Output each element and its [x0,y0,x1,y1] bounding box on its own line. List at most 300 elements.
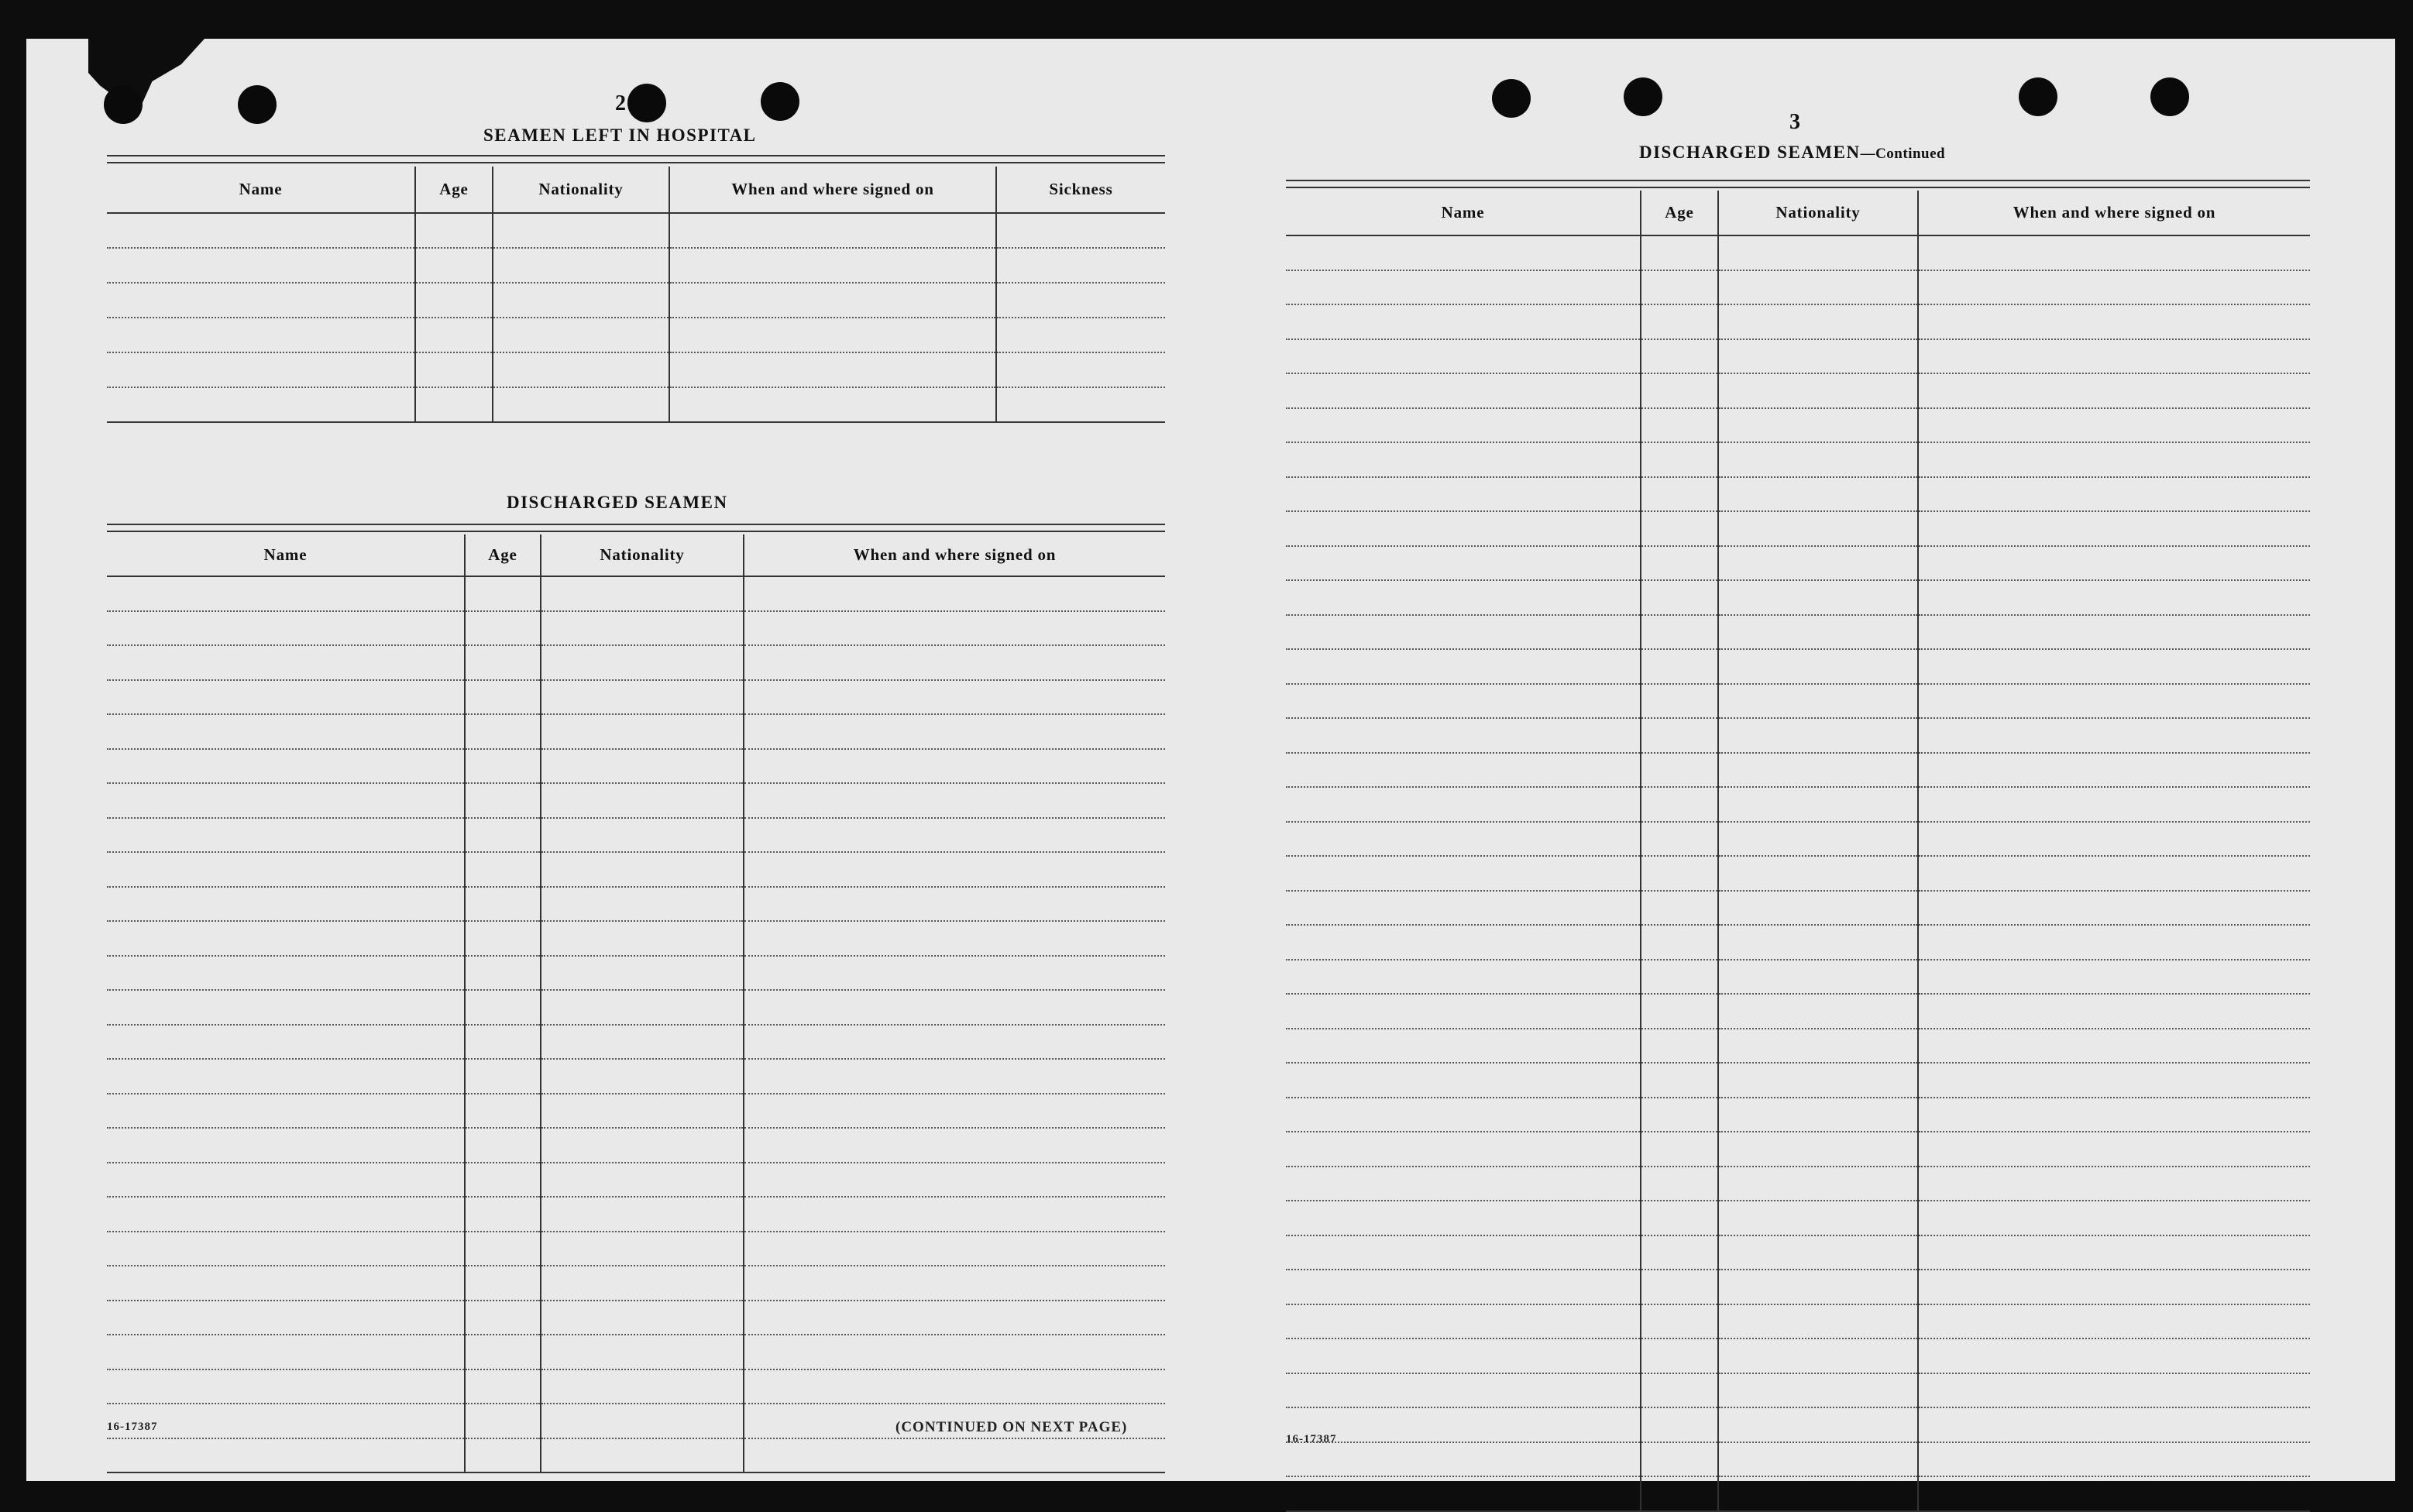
entry-cell[interactable] [1286,960,1641,995]
entry-cell[interactable] [1286,787,1641,822]
entry-cell[interactable] [1641,477,1718,512]
entry-cell[interactable] [415,352,493,387]
entry-cell[interactable] [1718,373,1918,408]
entry-cell[interactable] [415,213,493,248]
entry-cell[interactable] [1718,1373,1918,1408]
entry-cell[interactable] [1641,822,1718,857]
entry-cell[interactable] [1918,373,2310,408]
entry-cell[interactable] [1918,1201,2310,1235]
entry-cell[interactable] [465,1404,541,1438]
entry-cell[interactable] [415,387,493,422]
entry-cell[interactable] [669,283,996,318]
entry-cell[interactable] [1286,822,1641,857]
entry-cell[interactable] [744,611,1165,646]
entry-cell[interactable] [493,352,669,387]
entry-cell[interactable] [1641,580,1718,615]
entry-cell[interactable] [107,749,465,784]
entry-cell[interactable] [744,1369,1165,1404]
entry-cell[interactable] [1718,787,1918,822]
entry-cell[interactable] [996,213,1165,248]
entry-cell[interactable] [1286,304,1641,339]
entry-cell[interactable] [1641,1235,1718,1270]
entry-cell[interactable] [1718,546,1918,581]
entry-cell[interactable] [541,1163,744,1198]
table-row [107,714,1165,749]
entry-cell[interactable] [541,783,744,818]
entry-cell[interactable] [107,783,465,818]
table-row [107,990,1165,1025]
entry-cell[interactable] [1918,960,2310,995]
entry-cell[interactable] [541,1438,744,1473]
entry-cell[interactable] [1918,408,2310,443]
entry-cell[interactable] [1641,994,1718,1029]
entry-cell[interactable] [744,1094,1165,1129]
entry-cell[interactable] [541,1266,744,1301]
entry-cell[interactable] [1641,615,1718,650]
entry-cell[interactable] [744,1128,1165,1163]
entry-cell[interactable] [1286,925,1641,960]
entry-cell[interactable] [107,714,465,749]
entry-cell[interactable] [1918,1304,2310,1339]
entry-cell[interactable] [744,714,1165,749]
entry-cell[interactable] [541,887,744,922]
entry-cell[interactable] [465,1025,541,1060]
entry-cell[interactable] [1286,891,1641,926]
entry-cell[interactable] [107,680,465,715]
entry-cell[interactable] [465,956,541,991]
entry-cell[interactable] [465,645,541,680]
entry-cell[interactable] [541,576,744,611]
entry-cell[interactable] [1641,753,1718,788]
entry-cell[interactable] [1286,1476,1641,1511]
entry-cell[interactable] [107,352,415,387]
entry-cell[interactable] [1641,270,1718,305]
entry-cell[interactable] [1641,1304,1718,1339]
entry-cell[interactable] [1718,477,1918,512]
entry-cell[interactable] [1641,960,1718,995]
entry-cell[interactable] [107,387,415,422]
entry-cell[interactable] [1918,718,2310,753]
entry-cell[interactable] [1641,1029,1718,1064]
entry-cell[interactable] [1286,1167,1641,1201]
entry-cell[interactable] [107,1404,465,1438]
entry-cell[interactable] [1641,408,1718,443]
entry-cell[interactable] [1918,1442,2310,1477]
table-row [107,680,1165,715]
entry-cell[interactable] [1286,1235,1641,1270]
entry-cell[interactable] [541,1232,744,1266]
entry-cell[interactable] [541,818,744,853]
entry-cell[interactable] [1286,373,1641,408]
entry-cell[interactable] [1918,477,2310,512]
entry-cell[interactable] [541,645,744,680]
entry-cell[interactable] [1641,684,1718,719]
table-row [1286,270,2310,305]
entry-cell[interactable] [107,956,465,991]
entry-cell[interactable] [1718,1476,1918,1511]
entry-cell[interactable] [1641,718,1718,753]
entry-cell[interactable] [541,1197,744,1232]
entry-cell[interactable] [1286,1338,1641,1373]
entry-cell[interactable] [493,283,669,318]
entry-cell[interactable] [1718,1063,1918,1098]
entry-cell[interactable] [541,680,744,715]
punch-hole [2150,77,2189,116]
entry-cell[interactable] [541,1025,744,1060]
entry-cell[interactable] [541,1094,744,1129]
entry-cell[interactable] [744,818,1165,853]
entry-cell[interactable] [107,921,465,956]
entry-cell[interactable] [1641,304,1718,339]
entry-cell[interactable] [415,318,493,352]
entry-cell[interactable] [1918,1063,2310,1098]
entry-cell[interactable] [1286,615,1641,650]
entry-cell[interactable] [1286,511,1641,546]
entry-cell[interactable] [1718,1098,1918,1132]
entry-cell[interactable] [1718,580,1918,615]
table-row [107,1197,1165,1232]
entry-cell[interactable] [107,1197,465,1232]
entry-cell[interactable] [1286,270,1641,305]
entry-cell[interactable] [465,1335,541,1369]
page-number: 3 [1789,110,1800,134]
entry-cell[interactable] [744,1197,1165,1232]
entry-cell[interactable] [465,1232,541,1266]
entry-cell[interactable] [1286,1304,1641,1339]
entry-cell[interactable] [744,956,1165,991]
entry-cell[interactable] [744,1266,1165,1301]
entry-cell[interactable] [1718,891,1918,926]
table-row [1286,994,2310,1029]
entry-cell[interactable] [1718,408,1918,443]
entry-cell[interactable] [1641,1338,1718,1373]
entry-cell[interactable] [493,318,669,352]
entry-cell[interactable] [1918,339,2310,374]
entry-cell[interactable] [1286,1270,1641,1304]
entry-cell[interactable] [107,1335,465,1369]
entry-cell[interactable] [669,213,996,248]
entry-cell[interactable] [1641,1063,1718,1098]
entry-cell[interactable] [465,749,541,784]
entry-cell[interactable] [107,1163,465,1198]
entry-cell[interactable] [1641,925,1718,960]
entry-cell[interactable] [1718,1442,1918,1477]
entry-cell[interactable] [465,921,541,956]
entry-cell[interactable] [107,1232,465,1266]
entry-cell[interactable] [1641,546,1718,581]
entry-cell[interactable] [1286,442,1641,477]
entry-cell[interactable] [744,852,1165,887]
entry-cell[interactable] [669,248,996,283]
entry-cell[interactable] [107,576,465,611]
entry-cell[interactable] [1286,718,1641,753]
entry-cell[interactable] [465,714,541,749]
entry-cell[interactable] [1286,235,1641,270]
entry-cell[interactable] [1286,1132,1641,1167]
entry-cell[interactable] [744,1301,1165,1335]
entry-cell[interactable] [1286,580,1641,615]
discharged-section-title: DISCHARGED SEAMEN [507,493,728,512]
entry-cell[interactable] [744,645,1165,680]
entry-cell[interactable] [1918,649,2310,684]
entry-cell[interactable] [107,1025,465,1060]
entry-cell[interactable] [465,1301,541,1335]
entry-cell[interactable] [107,990,465,1025]
entry-cell[interactable] [1918,1338,2310,1373]
entry-cell[interactable] [1718,1235,1918,1270]
entry-cell[interactable] [1918,442,2310,477]
entry-cell[interactable] [1718,1270,1918,1304]
entry-cell[interactable] [541,1369,744,1404]
entry-cell[interactable] [744,1025,1165,1060]
entry-cell[interactable] [465,990,541,1025]
entry-cell[interactable] [1286,649,1641,684]
entry-cell[interactable] [1641,1476,1718,1511]
entry-cell[interactable] [744,1438,1165,1473]
entry-cell[interactable] [465,1369,541,1404]
entry-cell[interactable] [465,611,541,646]
entry-cell[interactable] [465,818,541,853]
entry-cell[interactable] [744,921,1165,956]
entry-cell[interactable] [107,248,415,283]
entry-cell[interactable] [1286,1407,1641,1442]
entry-cell[interactable] [541,852,744,887]
entry-cell[interactable] [107,1266,465,1301]
entry-cell[interactable] [107,1301,465,1335]
table-row [107,1094,1165,1129]
entry-cell[interactable] [1641,1442,1718,1477]
entry-cell[interactable] [1718,1304,1918,1339]
entry-cell[interactable] [744,1335,1165,1369]
entry-cell[interactable] [541,714,744,749]
entry-cell[interactable] [107,645,465,680]
entry-cell[interactable] [1718,960,1918,995]
entry-cell[interactable] [107,213,415,248]
entry-cell[interactable] [107,611,465,646]
entry-cell[interactable] [744,1163,1165,1198]
entry-cell[interactable] [744,1232,1165,1266]
entry-cell[interactable] [1641,856,1718,891]
entry-cell[interactable] [1718,511,1918,546]
table-row [1286,1442,2310,1477]
entry-cell[interactable] [1918,1029,2310,1064]
entry-cell[interactable] [1286,1098,1641,1132]
table-row [1286,1132,2310,1167]
entry-cell[interactable] [1286,1063,1641,1098]
entry-cell[interactable] [1918,684,2310,719]
entry-cell[interactable] [1641,1167,1718,1201]
entry-cell[interactable] [1718,856,1918,891]
entry-cell[interactable] [465,1128,541,1163]
entry-cell[interactable] [1918,304,2310,339]
column-header-name: Name [1286,191,1641,235]
entry-cell[interactable] [1286,994,1641,1029]
entry-cell[interactable] [1286,1029,1641,1064]
entry-cell[interactable] [1286,408,1641,443]
entry-cell[interactable] [1718,718,1918,753]
entry-cell[interactable] [107,1438,465,1473]
entry-cell[interactable] [1718,684,1918,719]
entry-cell[interactable] [1641,1373,1718,1408]
entry-cell[interactable] [1718,925,1918,960]
entry-cell[interactable] [465,1438,541,1473]
entry-cell[interactable] [996,283,1165,318]
entry-cell[interactable] [1286,684,1641,719]
entry-cell[interactable] [541,921,744,956]
entry-cell[interactable] [1918,1270,2310,1304]
entry-cell[interactable] [1718,994,1918,1029]
entry-cell[interactable] [541,1404,744,1438]
entry-cell[interactable] [1918,1476,2310,1511]
entry-cell[interactable] [1718,615,1918,650]
table-row [1286,1029,2310,1064]
entry-cell[interactable] [1286,477,1641,512]
entry-cell[interactable] [415,248,493,283]
entry-cell[interactable] [107,1094,465,1129]
entry-cell[interactable] [1641,1098,1718,1132]
entry-cell[interactable] [107,1128,465,1163]
entry-cell[interactable] [465,1094,541,1129]
entry-cell[interactable] [996,387,1165,422]
entry-cell[interactable] [107,1369,465,1404]
entry-cell[interactable] [1286,1201,1641,1235]
table-row [107,1232,1165,1266]
entry-cell[interactable] [669,387,996,422]
entry-cell[interactable] [1918,925,2310,960]
entry-cell[interactable] [1918,891,2310,926]
entry-cell[interactable] [465,1163,541,1198]
entry-cell[interactable] [465,1266,541,1301]
entry-cell[interactable] [1286,753,1641,788]
entry-cell[interactable] [1641,235,1718,270]
entry-cell[interactable] [1918,1235,2310,1270]
entry-cell[interactable] [744,749,1165,784]
entry-cell[interactable] [541,1059,744,1094]
header-rule [107,155,1165,163]
entry-cell[interactable] [1918,235,2310,270]
entry-cell[interactable] [493,213,669,248]
entry-cell[interactable] [669,352,996,387]
entry-cell[interactable] [1918,994,2310,1029]
entry-cell[interactable] [1918,1407,2310,1442]
entry-cell[interactable] [1641,1270,1718,1304]
entry-cell[interactable] [541,1335,744,1369]
entry-cell[interactable] [1718,649,1918,684]
entry-cell[interactable] [1641,339,1718,374]
discharged-table [107,534,1165,1473]
entry-cell[interactable] [541,956,744,991]
entry-cell[interactable] [465,1197,541,1232]
entry-cell[interactable] [465,680,541,715]
entry-cell[interactable] [669,318,996,352]
entry-cell[interactable] [1718,235,1918,270]
entry-cell[interactable] [1718,1407,1918,1442]
entry-cell[interactable] [1718,1201,1918,1235]
entry-cell[interactable] [493,387,669,422]
entry-cell[interactable] [1718,1132,1918,1167]
entry-cell[interactable] [1918,1167,2310,1201]
entry-cell[interactable] [1918,615,2310,650]
entry-cell[interactable] [415,283,493,318]
entry-cell[interactable] [1286,546,1641,581]
entry-cell[interactable] [541,611,744,646]
entry-cell[interactable] [1918,511,2310,546]
entry-cell[interactable] [1286,856,1641,891]
entry-cell[interactable] [465,852,541,887]
entry-cell[interactable] [1918,1098,2310,1132]
entry-cell[interactable] [1918,822,2310,857]
entry-cell[interactable] [1918,580,2310,615]
entry-cell[interactable] [465,1059,541,1094]
entry-cell[interactable] [1641,442,1718,477]
entry-cell[interactable] [1718,270,1918,305]
entry-cell[interactable] [1641,891,1718,926]
entry-cell[interactable] [1718,1029,1918,1064]
entry-cell[interactable] [1918,753,2310,788]
table-row [1286,304,2310,339]
entry-cell[interactable] [1718,339,1918,374]
entry-cell[interactable] [744,887,1165,922]
entry-cell[interactable] [107,852,465,887]
entry-cell[interactable] [1641,787,1718,822]
entry-cell[interactable] [744,783,1165,818]
entry-cell[interactable] [541,1301,744,1335]
entry-cell[interactable] [1718,442,1918,477]
entry-cell[interactable] [1718,1338,1918,1373]
entry-cell[interactable] [541,749,744,784]
entry-cell[interactable] [107,818,465,853]
entry-cell[interactable] [465,576,541,611]
entry-cell[interactable] [107,318,415,352]
entry-cell[interactable] [1918,546,2310,581]
entry-cell[interactable] [996,248,1165,283]
entry-cell[interactable] [1718,822,1918,857]
entry-cell[interactable] [465,887,541,922]
entry-cell[interactable] [1918,270,2310,305]
entry-cell[interactable] [1918,1132,2310,1167]
entry-cell[interactable] [493,248,669,283]
entry-cell[interactable] [744,680,1165,715]
entry-cell[interactable] [744,576,1165,611]
entry-cell[interactable] [107,283,415,318]
entry-cell[interactable] [465,783,541,818]
entry-cell[interactable] [744,990,1165,1025]
entry-cell[interactable] [1286,1442,1641,1477]
entry-cell[interactable] [1718,753,1918,788]
page-number: 2 [615,91,626,115]
entry-cell[interactable] [1641,1132,1718,1167]
entry-cell[interactable] [1718,1167,1918,1201]
entry-cell[interactable] [1641,649,1718,684]
entry-cell[interactable] [1286,339,1641,374]
entry-cell[interactable] [996,352,1165,387]
entry-cell[interactable] [541,990,744,1025]
entry-cell[interactable] [1918,787,2310,822]
entry-cell[interactable] [1718,304,1918,339]
entry-cell[interactable] [107,887,465,922]
entry-cell[interactable] [744,1059,1165,1094]
entry-cell[interactable] [996,318,1165,352]
entry-cell[interactable] [107,1059,465,1094]
entry-cell[interactable] [1918,1373,2310,1408]
entry-cell[interactable] [1641,1201,1718,1235]
entry-cell[interactable] [1641,1407,1718,1442]
entry-cell[interactable] [1641,373,1718,408]
entry-cell[interactable] [541,1128,744,1163]
entry-cell[interactable] [1918,856,2310,891]
entry-cell[interactable] [1641,511,1718,546]
entry-cell[interactable] [1286,1373,1641,1408]
